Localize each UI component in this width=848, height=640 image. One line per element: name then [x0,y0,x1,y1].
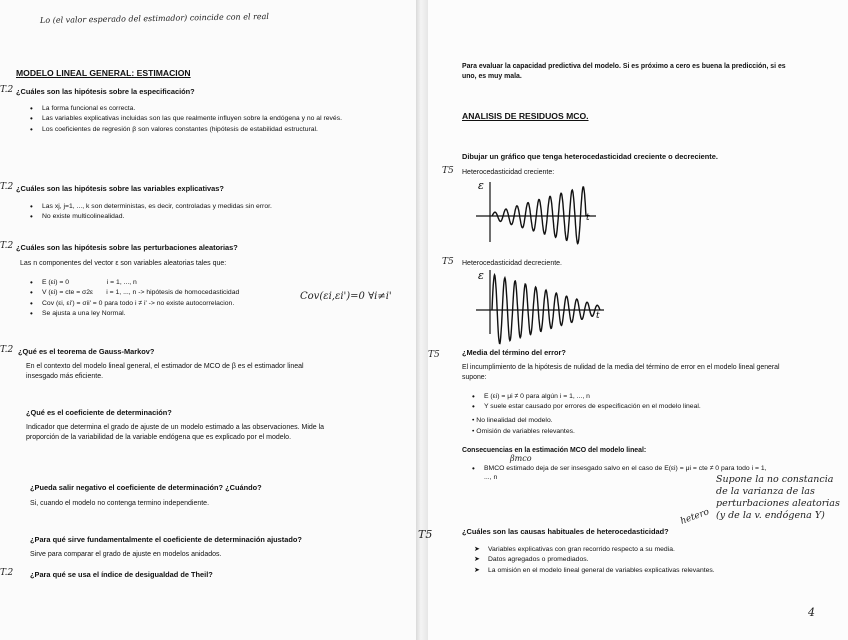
sub-item-text: No linealidad del modelo. [476,417,553,424]
tag-t5: T5 [442,257,454,267]
list-item: ➤ La omisión en el modelo lineal general de variables explicativas relevantes. [472,566,802,575]
list-error-mean [468,392,778,413]
list-item: • Cov (εi, εi') = σii' = 0 para todo i ≠ i' -> no existe autocorrelacion. [26,299,326,308]
tag-t5: T5 [442,166,454,176]
decreasing-wave [492,275,600,344]
question-negative: ¿Pueda salir negativo el coeficiente de determinación? ¿Cuándo? [30,483,262,492]
tag-t2: T.2 [0,568,14,578]
label-het-increasing: Heterocedasticidad creciente: [462,169,555,176]
list-item: • Se ajusta a una ley Normal. [26,309,326,318]
list-item: • Las variables explicativas incluidas son las que realmente influyen sobre la endógena y no al revés. [26,114,346,123]
list-item: • E (εi) = 0 i = 1, ..., n [26,278,326,287]
handwritten-bmco: βmco [510,454,532,463]
question-perturbations: ¿Cuáles son las hipótesis sobre las perturbaciones aleatorias? [16,243,238,252]
axis-e-label: ε [478,269,484,282]
sub-item-omission: • Omisión de variables relevantes. [472,428,575,435]
answer-determination: Indicador que determina el grado de ajuste de un modelo estimado a las observaciones. Mide la proporción de la variabilidad de la variable endógena que es explicado por el modelo. [26,424,325,441]
graph-increasing [468,178,628,248]
question-adjusted: ¿Para qué sirve fundamentalmente el coeficiente de determinación ajustado? [30,535,302,544]
list-item: ➤ Datos agregados o promediados. [472,555,802,564]
list-item: • Y suele estar causado por errores de especificación en el modelo lineal. [468,402,778,411]
list-item: • La forma funcional es correcta. [26,104,346,113]
list-explanatory [26,202,356,223]
page-number: 4 [808,606,815,619]
axis-t-label: t [586,213,590,223]
question-error-mean: ¿Media del término del error? [462,348,566,357]
question-determination: ¿Qué es el coeficiente de determinación? [26,408,172,417]
page-title: MODELO LINEAL GENERAL: ESTIMACION [16,68,191,78]
answer-adjusted: Sirve para comparar el grado de ajuste en modelos anidados. [30,551,222,558]
list-item: ➤ Variables explicativas con gran recorrido respecto a su media. [472,545,802,554]
list-item: • E (εi) = μi ≠ 0 para algún i = 1, ..., n [468,392,778,401]
graph-decreasing [468,268,628,338]
tag-t2: T.2 [0,85,14,95]
list-item: • Las xj, j=1, ..., k son deterministas, es decir, controladas y medidas sin error. [26,202,356,211]
list-specification [26,104,346,135]
question-specification: ¿Cuáles son las hipótesis sobre la especificación? [16,87,195,96]
consequences-heading: Consecuencias en la estimación MCO del modelo lineal: [462,447,647,454]
question-graph: Dibujar un gráfico que tenga heterocedasticidad creciente o decreciente. [462,152,718,161]
question-explanatory: ¿Cuáles son las hipótesis sobre las variables explicativas? [16,184,224,193]
increasing-wave [492,187,586,244]
sub-item-nonlinearity: • No linealidad del modelo. [472,417,553,424]
tag-t5: T5 [418,528,433,541]
left-page [0,0,416,640]
tag-t2: T.2 [0,345,14,355]
list-perturbations [26,278,326,320]
question-theil: ¿Para qué se usa el índice de desigualdad de Theil? [30,570,213,579]
answer-theil: Para evaluar la capacidad predictiva del modelo. Si es próximo a cero es buena la predicción, si es uno, es muy mala. [462,63,786,80]
section-title: ANALISIS DE RESIDUOS MCO. [462,111,589,121]
axis-t-label: t [596,311,600,321]
handwritten-note-top: Lo (el valor esperado del estimador) coincide con el real [39,12,270,25]
list-causes [472,545,802,576]
question-gauss-markov: ¿Qué es el teorema de Gauss-Markov? [18,347,155,356]
handwritten-hetero: hetero [679,507,711,527]
list-item: • V (εi) = cte = σ2ε i = 1, ..., n -> hipótesis de homocedasticidad [26,288,326,297]
perturbations-intro: Las n componentes del vector ε son variables aleatorias tales que: [20,260,227,267]
handwritten-note-variance: Supone la no constancia de la varianza de las perturbaciones aleatorias (y de la v. endógena Y) [716,474,840,521]
answer-gauss-markov: En el contexto del modelo lineal general, el estimador de MCO de β es el estimador lineal insesgado más eficiente. [26,363,304,380]
answer-negative: Si, cuando el modelo no contenga termino independiente. [30,500,210,507]
tag-t2: T.2 [0,241,14,251]
book-gutter [416,0,428,640]
answer-error-mean: El incumplimiento de la hipótesis de nulidad de la media del término de error en el modelo lineal general supone: [462,364,780,381]
list-item: • Los coeficientes de regresión β son valores constantes (hipótesis de estabilidad estructural. [26,125,346,134]
question-heteroscedasticity-causes: ¿Cuáles son las causas habituales de heterocedasticidad? [462,527,669,536]
right-page [418,0,848,640]
axis-e-label: ε [478,179,484,192]
label-het-decreasing: Heterocedasticidad decreciente. [462,260,563,267]
list-item: • No existe multicolinealidad. [26,212,356,221]
tag-t5: T5 [428,350,440,360]
tag-t2: T.2 [0,182,14,192]
handwritten-cov: Cov(εi,εi')=0 ∀i≠i' [300,291,392,302]
sub-item-text: Omisión de variables relevantes. [476,428,575,435]
list-item: • BMCO estimado deja de ser insesgado salvo en el caso de E(εi) = μi = cte ≠ 0 para todo i = 1, ..., n [468,464,768,483]
